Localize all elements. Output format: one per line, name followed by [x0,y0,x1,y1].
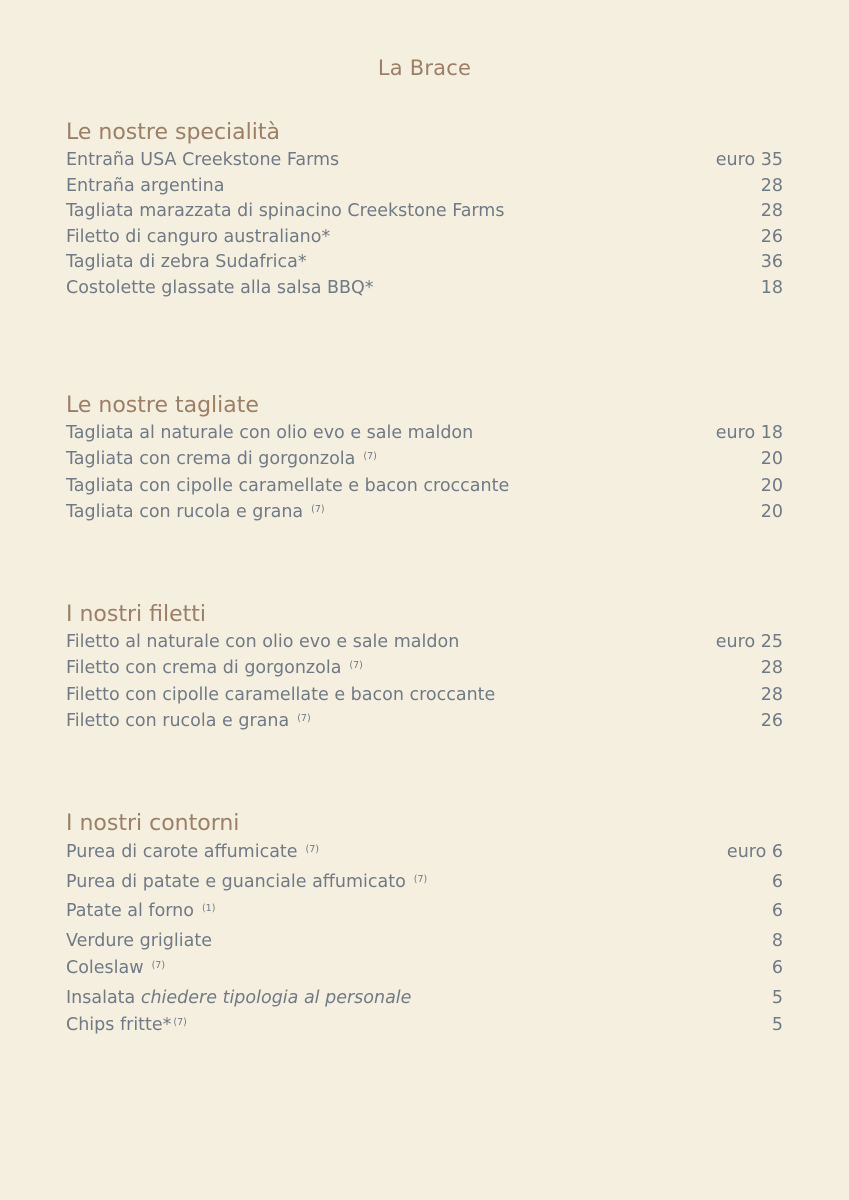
allergen-code: (7) [363,450,377,462]
menu-item [66,447,783,475]
menu-item [66,199,783,225]
item-price: 5 [771,987,783,1008]
item-name: Filetto con rucola e grana [66,710,290,731]
section-title: Le nostre tagliate [66,393,259,418]
menu-item [66,898,783,928]
menu-item [66,174,783,200]
item-name: Entraña argentina [66,175,225,196]
item-name: Filetto al naturale con olio evo e sale maldon [66,632,460,652]
item-price: 26 [760,710,783,731]
menu-item [66,1012,783,1042]
menu-item [66,869,783,899]
item-price: 20 [760,448,783,469]
allergen-code: (7) [173,1017,187,1028]
item-price: 18 [760,277,783,298]
item-price: 28 [760,657,783,678]
allergen-code: (7) [151,960,166,971]
menu-section-specialita [66,118,783,302]
section-title: I nostri filetti [66,602,206,627]
item-name: Tagliata di zebra Sudafrica* [66,252,307,273]
allergen-code: (7) [297,712,311,724]
item-name: Insalata [66,987,136,1008]
section-title: Le nostre specialità [66,120,280,145]
allergen-code: (1) [201,903,216,914]
menu-item [66,474,783,500]
item-name: Verdure grigliate [66,930,212,951]
menu-item [66,421,783,447]
item-name: Costolette glassate alla salsa BBQ* [66,277,374,298]
item-price: 6 [771,871,783,892]
item-name: Purea di patate e guanciale affumicato [66,871,406,892]
item-name: Tagliata con crema di gorgonzola [66,448,356,469]
item-name: Tagliata con rucola e grana [66,501,304,522]
menu-item [66,683,783,709]
item-name: Chips fritte* [66,1015,172,1035]
item-name: Filetto di canguro australiano* [66,226,331,247]
item-name: Tagliata con cipolle caramellate e bacon croccante [66,476,510,497]
item-price: 26 [760,226,783,247]
item-price: 8 [771,930,783,951]
item-price: euro 25 [715,632,783,652]
allergen-code: (7) [311,503,325,515]
menu-item [66,656,783,684]
menu-section-contorni [66,809,783,1042]
menu-item [66,630,783,656]
item-price: 28 [760,201,783,222]
item-price: euro 18 [715,423,783,443]
menu-section-tagliate [66,391,783,527]
item-name: Tagliata al naturale con olio evo e sale maldon [66,423,474,443]
menu-item [66,250,783,276]
menu-item [66,928,783,956]
item-name: Entraña USA Creekstone Farms [66,150,340,170]
item-name: Purea di carote affumicate [66,842,298,862]
allergen-code: (7) [349,659,363,671]
menu-item [66,500,783,528]
item-name: Coleslaw [66,958,144,978]
item-price: 20 [760,476,783,497]
item-price: 28 [760,685,783,706]
menu-item [66,148,783,174]
item-price: 5 [771,1015,783,1035]
item-name: Filetto con cipolle caramellate e bacon croccante [66,685,496,706]
menu-item [66,276,783,302]
item-price: euro 35 [715,150,783,170]
item-name: Tagliata marazzata di spinacino Creekstone Farms [66,201,505,222]
menu-item [66,985,783,1013]
page-title: La Brace [377,56,472,80]
item-price: 28 [760,175,783,196]
item-price: 6 [771,901,783,921]
item-note: chiedere tipologia al personale [140,987,412,1008]
menu-item [66,839,783,869]
item-price: 36 [760,252,783,273]
menu-section-filetti [66,600,783,736]
menu-item [66,709,783,737]
item-name: Filetto con crema di gorgonzola [66,657,342,678]
item-price: euro 6 [726,842,783,862]
menu-item [66,955,783,985]
item-price: 6 [771,958,783,978]
item-price: 20 [760,501,783,522]
allergen-code: (7) [413,873,428,885]
menu-item [66,225,783,251]
section-title: I nostri contorni [66,811,240,836]
item-name: Patate al forno [66,901,194,921]
allergen-code: (7) [305,844,320,855]
